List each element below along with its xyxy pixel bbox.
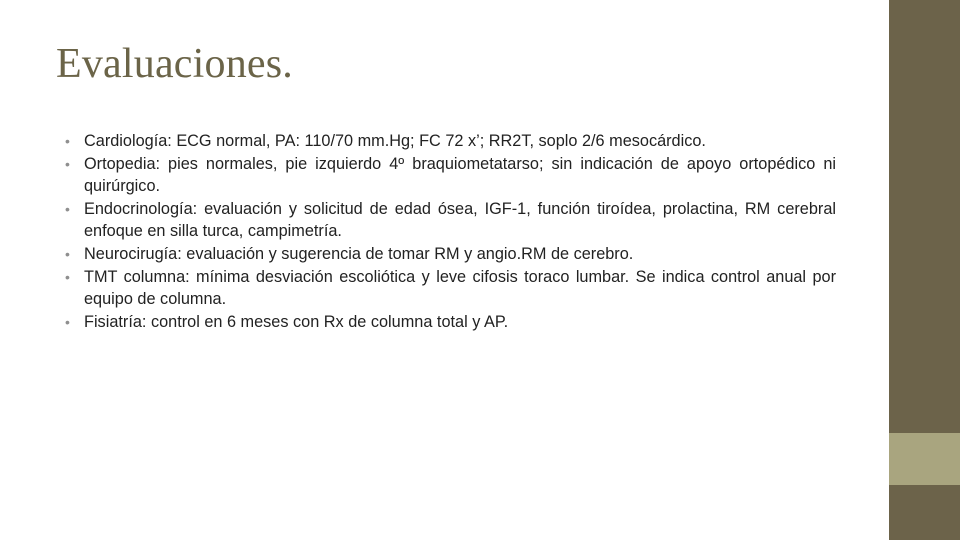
slide-title: Evaluaciones. (56, 41, 294, 87)
bullet-icon: • (65, 133, 70, 149)
list-item-text: Neurocirugía: evaluación y sugerencia de tomar RM y angio.RM de cerebro. (84, 244, 634, 263)
bullet-icon: • (65, 268, 70, 285)
list-item (64, 311, 836, 334)
bullet-icon: • (65, 200, 70, 217)
list-item (64, 243, 836, 266)
list-item (64, 153, 836, 198)
list-item-text: Endocrinología: evaluación y solicitud de edad ósea, IGF-1, función tiroídea, prolactina, RM cerebral enfoque en silla turca, campimetría. (84, 199, 836, 241)
list-item (64, 198, 836, 243)
list-item (64, 266, 836, 311)
list-item-text: Ortopedia: pies normales, pie izquierdo 4º braquiometatarso; sin indicación de apoyo ortopédico ni quirúrgico. (84, 154, 836, 196)
slide-content (64, 130, 836, 333)
side-decor-accent (889, 433, 960, 485)
list-item-text: Cardiología: ECG normal, PA: 110/70 mm.Hg; FC 72 x’; RR2T, soplo 2/6 mesocárdico. (84, 132, 706, 150)
bullet-icon: • (65, 155, 70, 172)
bullet-list (64, 130, 836, 333)
list-item-text: Fisiatría: control en 6 meses con Rx de columna total y AP. (84, 312, 509, 331)
list-item-text: TMT columna: mínima desviación escoliótica y leve cifosis toraco lumbar. Se indica control anual por equipo de columna. (84, 267, 836, 309)
bullet-icon: • (65, 313, 70, 330)
list-item (64, 130, 836, 153)
bullet-icon: • (65, 245, 70, 262)
